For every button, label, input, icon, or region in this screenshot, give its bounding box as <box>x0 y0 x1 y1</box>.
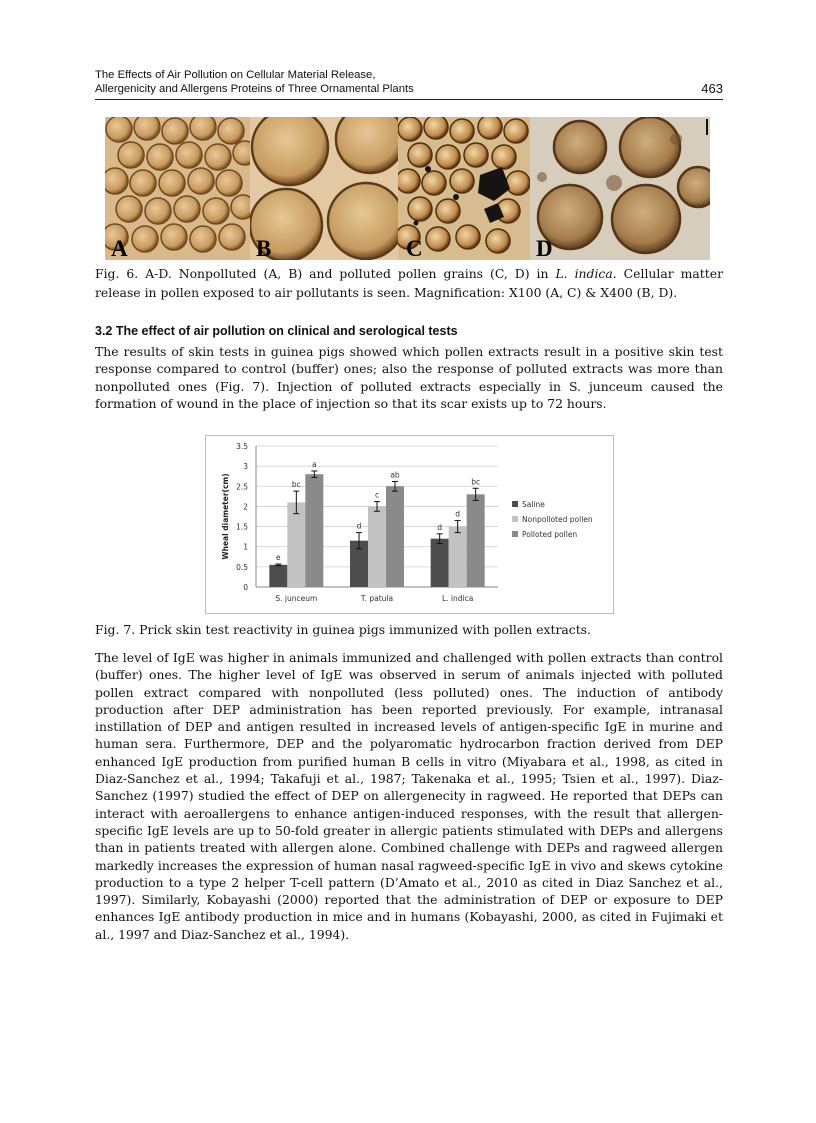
micrograph-panel-d <box>530 117 710 260</box>
figure-6-caption-prefix: Fig. 6. A-D. Nonpolluted (A, B) and polluted pollen grains (C, D) in <box>95 266 556 281</box>
legend-swatch-1 <box>512 516 518 522</box>
figure-6-micrographs <box>105 117 710 260</box>
legend-label-2: Polloted pollen <box>522 530 578 539</box>
bar-0-0 <box>269 565 287 587</box>
significance-letter: d <box>356 521 362 531</box>
body-paragraph-2: The level of IgE was higher in animals immunized and challenged with pollen extracts than control (buffer) ones. The higher level of IgE was observed in serum of animals injected with polluted pollen extract compared with nonpolluted (less polluted) ones. The induction of antibody production after DEP administration has been reported previously. For example, intranasal instillation of DEP and antigen resulted in increased levels of antigen-specific IgE in murine and human sera. Furthermore, DEP and the polyaromatic hydrocarbon fraction derived from DEP enhanced IgE production from purified human B cells in vitro (Miyabara et al., 1998, as cited in Diaz-Sanchez et al., 1994; Takafuji et al., 1987; Takenaka et al., 1995; Tsien et al., 1997). Diaz-Sanchez (1997) studied the effect of DEP on allergenecity in ragweed. He reported that DEPs can interact with aeroallergens to enhance antigen-induced responses, with the result that allergen-specific IgE levels are up to 50-fold greater in allergic patients stimulated with DEPs and allergens than in patients treated with allergen alone. Combined challenge with DEPs and ragweed allergen markedly increases the expression of human nasal ragweed-specific IgE in vivo and skews cytokine production to a type 2 helper T-cell pattern (D’Amato et al., 2010 as cited in Diaz Sanchez et al., 1997). Similarly, Kobayashi (2000) reported that the administration of DEP or exposure to DEP enhances IgE antibody production in mice and in humans (Kobayashi, 2000, as cited in Fujimaki et al., 1997 and Diaz-Sanchez et al., 1994). <box>95 650 723 942</box>
y-axis-label: Wheal diameter(cm) <box>221 473 230 560</box>
micrograph-panel-a <box>105 117 250 260</box>
significance-letter: e <box>276 553 281 563</box>
significance-letter: d <box>455 509 461 519</box>
legend-label-0: Saline <box>522 500 545 509</box>
y-tick-label: 3 <box>243 462 248 472</box>
legend-swatch-0 <box>512 501 518 507</box>
micrograph-panel-c <box>398 117 530 260</box>
running-header <box>95 69 723 100</box>
bar-1-0 <box>287 502 305 587</box>
bar-2-1 <box>386 486 404 587</box>
y-tick-label: 1 <box>243 542 248 552</box>
figure-6-caption <box>95 264 723 302</box>
panel-label-b: B <box>256 236 272 260</box>
running-title-line2: Allergenicity and Allergens Proteins of Three Ornamental Plants <box>95 82 414 95</box>
figure-6-caption-suffix: . Cellular matter release in pollen exposed to air pollutants is seen. Magnification: X100 (A, C) & X400 (B, D). <box>95 266 723 300</box>
figure-7-chart <box>205 435 614 614</box>
significance-letter: ab <box>390 470 400 480</box>
significance-letter: bc <box>471 477 481 487</box>
bar-1-1 <box>368 506 386 587</box>
panel-label-a: A <box>111 236 128 260</box>
page-number: 463 <box>701 81 723 96</box>
significance-letter: a <box>312 459 317 469</box>
running-title-line1: The Effects of Air Pollution on Cellular Material Release, <box>95 69 376 81</box>
bar-1-2 <box>449 527 467 587</box>
y-tick-label: 0 <box>243 583 248 592</box>
y-tick-label: 2 <box>243 502 248 512</box>
panel-label-d: D <box>536 236 553 260</box>
x-category-label: T. patula <box>360 594 394 603</box>
panel-label-c: C <box>406 236 423 260</box>
x-category-label: S. junceum <box>275 594 318 603</box>
bar-2-0 <box>305 474 323 587</box>
x-category-label: L. indica <box>441 594 474 603</box>
micrograph-d-image <box>530 117 710 260</box>
y-tick-label: 2.5 <box>236 482 248 492</box>
running-title <box>95 69 414 96</box>
y-tick-label: 0.5 <box>236 562 248 572</box>
legend-label-1: Nonpolloted pollen <box>522 515 593 524</box>
legend-swatch-2 <box>512 531 518 537</box>
y-tick-label: 1.5 <box>236 522 248 532</box>
section-paragraph-1: The results of skin tests in guinea pigs showed which pollen extracts result in a positive skin test response compared to control (buffer) ones; also the response of polluted extracts was more than nonpolluted ones (Fig. 7). Injection of polluted extracts especially in S. junceum caused the formation of wound in the place of injection so that its scar exists up to 72 hours. <box>95 344 723 411</box>
micrograph-panel-b <box>250 117 398 260</box>
significance-letter: c <box>374 490 380 500</box>
chart-svg <box>206 436 613 613</box>
y-tick-label: 3.5 <box>236 442 248 451</box>
figure-6-caption-species: L. indica <box>555 266 613 281</box>
figure-7-caption: Fig. 7. Prick skin test reactivity in guinea pigs immunized with pollen extracts. <box>95 622 591 637</box>
significance-letter: bc <box>291 480 301 490</box>
significance-letter: d <box>437 522 443 532</box>
section-heading: 3.2 The effect of air pollution on clinical and serological tests <box>95 324 458 338</box>
bar-0-2 <box>431 539 449 587</box>
bar-2-2 <box>467 494 485 587</box>
